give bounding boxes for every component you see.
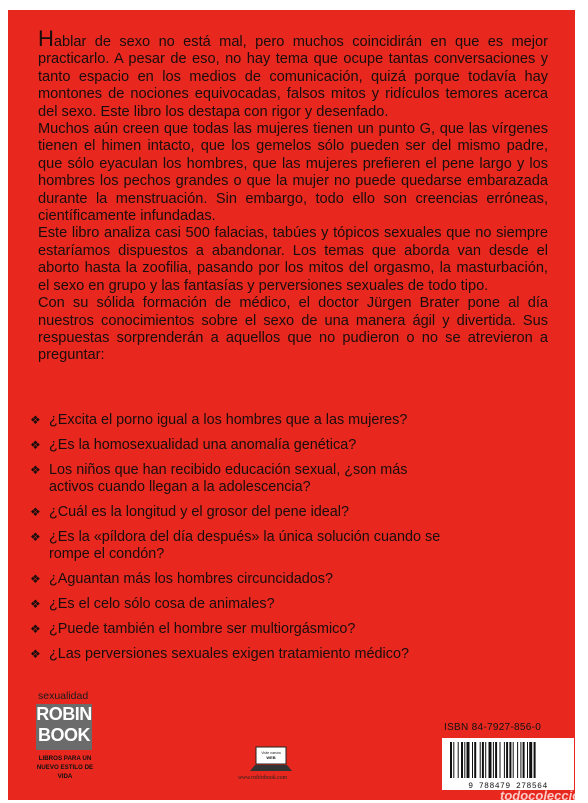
diamond-bullet-icon: ❖ — [30, 463, 41, 477]
question-text: ¿Aguantan más los hombres circuncidados? — [49, 571, 333, 587]
blurb-paragraph-2: Muchos aún creen que todas las mujeres tienen un punto G, que las vírgenes tienen el himen intacto, que los gemelos sólo pueden ser del mismo padre, que sólo eyaculan los hombres, que las mujeres prefieren el pene largo y los hombres los pechos grandes o que la mujer no puede quedarse embarazada durante la menstruación. Sin embargo, todo ello son creencias erróneas, científicamente infundadas. — [38, 121, 548, 225]
svg-text:Visite nuestra: Visite nuestra — [261, 751, 281, 755]
diamond-bullet-icon: ❖ — [30, 597, 41, 611]
barcode-bars-icon — [448, 742, 568, 782]
logo-line-1: ROBIN — [36, 704, 92, 724]
list-item — [30, 437, 450, 454]
question-text: ¿Puede también el hombre ser multiorgásmico? — [49, 621, 356, 637]
diamond-bullet-icon: ❖ — [30, 438, 41, 452]
blurb-paragraph-4: Con su sólida formación de médico, el doctor Jürgen Brater pone al día nuestros conocimientos sobre el sexo de una manera ágil y divertida. Sus respuestas sorprenderán a aquellos que no pudieron o no se atrevieron a preguntar: — [38, 295, 548, 364]
question-list — [30, 412, 450, 671]
back-cover — [8, 10, 588, 803]
watermark: todocoleccion — [500, 788, 588, 803]
diamond-bullet-icon: ❖ — [30, 505, 41, 519]
list-item — [30, 412, 450, 429]
question-text: ¿Es la «píldora del día después» la única solución cuando se rompe el condón? — [49, 529, 441, 562]
logo-line-2: BOOK — [38, 725, 90, 745]
blurb-paragraph-1 — [38, 26, 548, 121]
list-item — [30, 596, 450, 613]
laptop-icon — [246, 746, 296, 772]
question-text: Los niños que han recibido educación sexual, ¿son más activos cuando llegan a la adolescencia? — [49, 462, 408, 495]
list-item — [30, 646, 450, 663]
barcode-digits: 9 788479 278564 — [468, 782, 548, 791]
diamond-bullet-icon: ❖ — [30, 413, 41, 427]
genre-label: sexualidad — [38, 690, 89, 702]
list-item — [30, 571, 450, 588]
website-url: www.robinbook.com — [238, 775, 287, 781]
list-item — [30, 621, 450, 638]
list-item — [30, 529, 450, 563]
question-text: ¿Excita el porno igual a los hombres que a las mujeres? — [49, 412, 408, 428]
question-text: ¿Es la homosexualidad una anomalía genética? — [49, 437, 357, 453]
barcode — [442, 738, 574, 790]
drop-cap: H — [38, 26, 54, 51]
svg-text:WEB: WEB — [266, 755, 276, 760]
diamond-bullet-icon: ❖ — [30, 647, 41, 661]
question-text: ¿Es el celo sólo cosa de animales? — [49, 596, 275, 612]
diamond-bullet-icon: ❖ — [30, 572, 41, 586]
question-text: ¿Cuál es la longitud y el grosor del pene ideal? — [49, 504, 349, 520]
list-item — [30, 462, 450, 496]
blurb-paragraph-1-rest: ablar de sexo no está mal, pero muchos coincidirán en que es mejor practicarlo. A pesar de eso, no hay tema que ocupe tantas conversaciones y tanto espacio en los medios de comunicación, quizá porque todavía hay montones de nociones equivocadas, falsos mitos y ridículos temores acerca del sexo. Este libro los destapa con rigor y desenfado. — [38, 34, 548, 120]
diamond-bullet-icon: ❖ — [30, 622, 41, 636]
publisher-logo — [36, 704, 92, 750]
list-item — [30, 504, 450, 521]
publisher-tagline: LIBROS PARA UN NUEVO ESTILO DE VIDA — [36, 755, 94, 780]
isbn-label: ISBN 84-7927-856-0 — [444, 722, 542, 733]
blurb-paragraph-3: Este libro analiza casi 500 falacias, tabúes y tópicos sexuales que no siempre estaríamos dispuestos a abandonar. Los temas que aborda van desde el aborto hasta la zoofilia, pasando por los mitos del orgasmo, la masturbación, el sexo en grupo y las fantasías y perversiones sexuales de todo tipo. — [38, 225, 548, 294]
question-text: ¿Las perversiones sexuales exigen tratamiento médico? — [49, 646, 409, 662]
diamond-bullet-icon: ❖ — [30, 530, 41, 544]
blurb-text — [38, 26, 548, 365]
